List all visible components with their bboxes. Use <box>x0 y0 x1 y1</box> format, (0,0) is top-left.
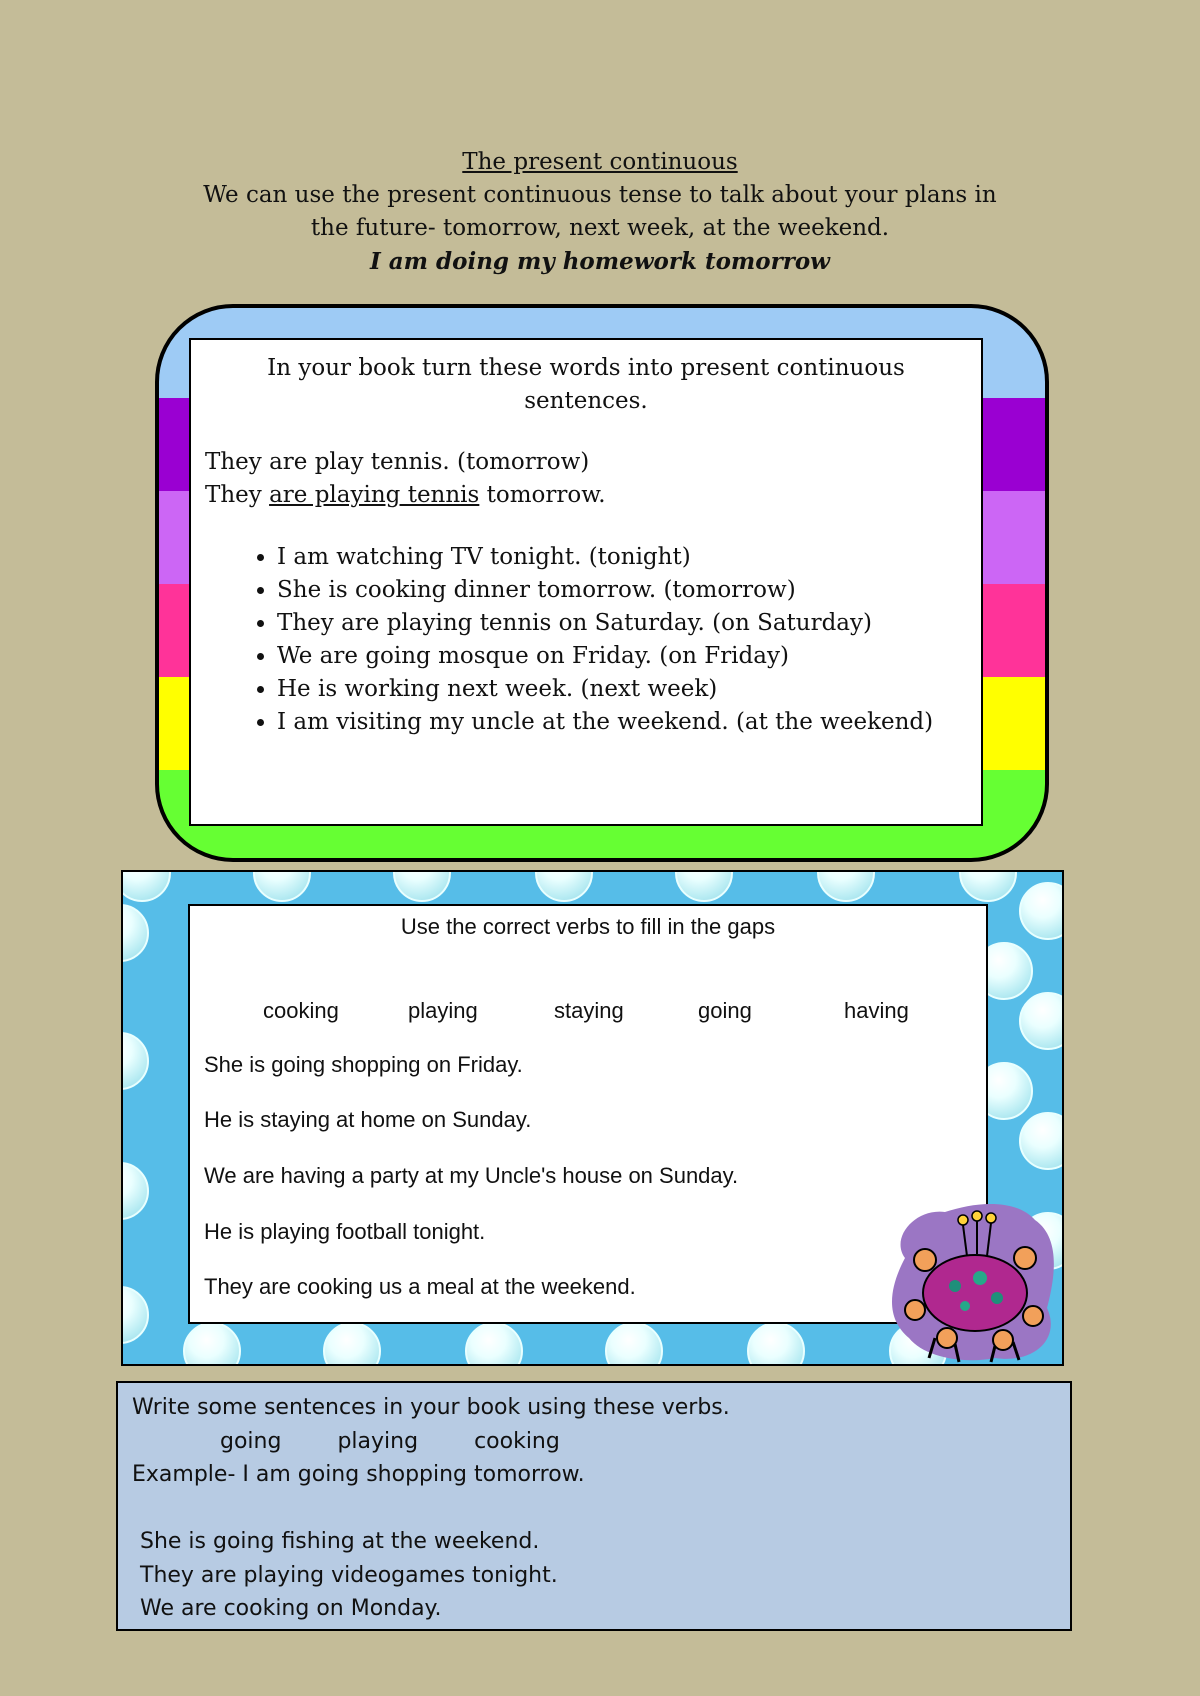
task1-example-answer <box>205 479 967 512</box>
example-answer-underlined: are playing tennis <box>269 482 480 508</box>
word-bank-item: going <box>698 998 752 1023</box>
task1-instruction <box>205 352 967 418</box>
task2-instruction: Use the correct verbs to fill in the gaps <box>400 914 776 939</box>
task3-instruction: Write some sentences in your book using these verbs. <box>132 1395 730 1420</box>
bubble-decoration <box>121 1032 149 1090</box>
bubble-decoration <box>465 1322 523 1366</box>
word-bank-item: cooking <box>263 998 339 1023</box>
bubble-decoration <box>1019 1112 1064 1170</box>
bubble-decoration <box>121 870 171 902</box>
word-bank-item: playing <box>408 998 478 1023</box>
list-item: • I am watching TV tonight. (tonight) <box>277 541 967 574</box>
task1-instruction-line-2: sentences. <box>524 388 648 414</box>
list-item: • They are playing tennis on Saturday. (on Saturday) <box>277 607 967 640</box>
task3-panel <box>116 1381 1072 1631</box>
word-bank-item: having <box>844 998 909 1023</box>
bubble-decoration <box>183 1322 241 1366</box>
bubble-decoration <box>323 1322 381 1366</box>
party-clipart-icon <box>885 1198 1061 1364</box>
bubble-decoration <box>817 870 875 902</box>
task3-answer: They are playing videogames tonight. <box>140 1562 558 1588</box>
intro-example: I am doing my homework tomorrow <box>370 248 830 275</box>
bubble-decoration <box>675 870 733 902</box>
gap-sentence: She is going shopping on Friday. <box>204 1052 523 1077</box>
intro-line-1: We can use the present continuous tense to talk about your plans in <box>203 182 997 208</box>
rainbow-frame <box>155 304 1049 862</box>
gap-sentence: He is playing football tonight. <box>204 1219 486 1244</box>
list-item: • We are going mosque on Friday. (on Friday) <box>277 640 967 673</box>
example-answer-start: They <box>205 482 270 508</box>
word-bank-item: staying <box>554 998 624 1023</box>
list-item: • He is working next week. (next week) <box>277 673 967 706</box>
task1-list <box>205 541 967 739</box>
gap-sentence: He is staying at home on Sunday. <box>204 1107 532 1132</box>
bubble-decoration <box>535 870 593 902</box>
bubble-decoration <box>393 870 451 902</box>
task3-answer: We are cooking on Monday. <box>140 1596 442 1621</box>
task1-panel <box>189 338 983 826</box>
bubble-decoration <box>1019 992 1064 1050</box>
example-answer-end: tomorrow. <box>479 482 606 508</box>
task1-instruction-line-1: In your book turn these words into present continuous <box>267 355 905 381</box>
intro-line-2: the future- tomorrow, next week, at the weekend. <box>310 215 890 241</box>
gap-sentence: They are cooking us a meal at the weekend. <box>204 1274 636 1299</box>
bubble-decoration <box>253 870 311 902</box>
bubble-decoration <box>1019 882 1064 940</box>
spacer <box>132 1492 1056 1526</box>
bubble-decoration <box>121 904 149 962</box>
bubble-decoration <box>121 1162 149 1220</box>
list-item: • She is cooking dinner tomorrow. (tomorrow) <box>277 574 967 607</box>
verb-item: going <box>220 1428 282 1454</box>
bubble-decoration <box>121 1286 149 1344</box>
task2-panel <box>188 904 988 1324</box>
bubble-decoration <box>747 1322 805 1366</box>
verb-item: cooking <box>474 1428 560 1454</box>
bubble-decoration <box>959 870 1017 902</box>
intro-section <box>150 146 1050 278</box>
task3-example: Example- I am going shopping tomorrow. <box>132 1462 585 1487</box>
bubble-decoration <box>605 1322 663 1366</box>
task3-answer: She is going fishing at the weekend. <box>140 1529 540 1554</box>
task3-verbs <box>132 1425 1056 1459</box>
page-title: The present continuous <box>462 149 738 175</box>
verb-item: playing <box>337 1428 419 1454</box>
task1-example-prompt: They are play tennis. (tomorrow) <box>205 449 590 475</box>
gap-sentence: We are having a party at my Uncle's house on Sunday. <box>204 1163 739 1188</box>
list-item: • I am visiting my uncle at the weekend. (at the weekend) <box>277 706 967 739</box>
